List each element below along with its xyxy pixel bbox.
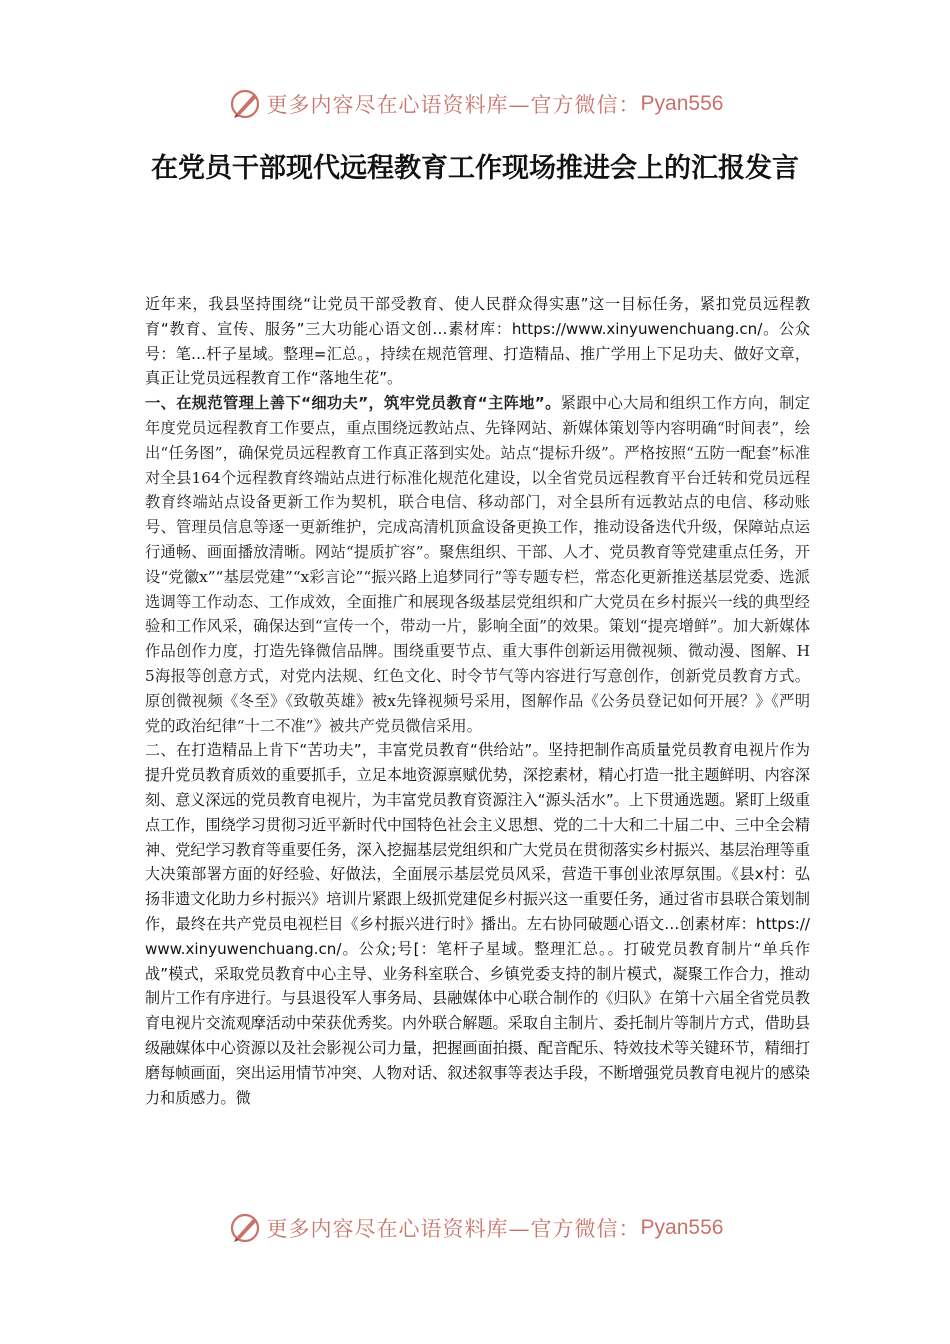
watermark-wechat-id: Pyan556: [640, 92, 724, 115]
watermark-banner-top: [0, 84, 950, 124]
watermark-banner-bottom: [0, 1208, 950, 1248]
pen-logo-icon: [227, 1210, 263, 1246]
intro-paragraph: 近年来，我县坚持围绕“让党员干部受教育、使人民群众得实惠”这一目标任务，紧扣党员远程教育“教育、宣传、服务”三大功能心语文创…素材库：https://www.xinyuwenchuang.cn/。公众号：笔…杆子星域。整理=汇总。，持续在规范管理、打造精品、推广学用上下足功夫、做好文章，真正让党员远程教育工作“落地生花”。: [145, 295, 810, 388]
section-1-paragraph: [145, 391, 810, 738]
document-body: [145, 292, 810, 1110]
watermark-text: 更多内容尽在心语资料库—官方微信：: [266, 1217, 641, 1241]
pen-logo-icon: [227, 86, 263, 122]
section-1-heading: 一、在规范管理上善下“细功夫”，筑牢党员教育“主阵地”。: [145, 394, 561, 413]
section-1-body: 紧跟中心大局和组织工作方向，制定年度党员远程教育工作要点，重点围绕远教站点、先锋网站、新媒体策划等内容明确“时间表”，绘出“任务图”，确保党员远程教育工作真正落到实处。站点“提标升级”。严格按照“五防一配套”标准对全县164个远程教育终端站点进行标准化规范化建设，以全省党员远程教育平台迁转和党员远程教育终端站点设备更新工作为契机，联合电信、移动部门，对全县所有远教站点的电信、移动账号、管理员信息等逐一更新维护，完成高清机顶盒设备更换工作，推动设备迭代升级，保障站点运行通畅、画面播放清晰。网站“提质扩容”。聚焦组织、干部、人才、党员教育等党建重点任务，开设“党徽x”“基层党建”“x彩言论”“振兴路上追梦同行”等专题专栏，常态化更新推送基层党委、选派选调等工作动态、工作成效，全面推广和展现各级基层党组织和广大党员在乡村振兴一线的典型经验和工作风采，确保达到“宣传一个，带动一片，影响全面”的效果。策划“提亮增鲜”。加大新媒体作品创作力度，打造先锋微信品牌。围绕重要节点、重大事件创新运用微视频、微动漫、图解、H5海报等创意方式，对党内法规、红色文化、时令节气等内容进行写意创作，创新党员教育方式。原创微视频《冬至》《致敬英雄》被x先锋视频号采用，图解作品《公务员登记如何开展？》《严明党的政治纪律“十二不准”》被共产党员微信采用。: [145, 394, 810, 735]
watermark-text: 更多内容尽在心语资料库—官方微信：: [266, 93, 641, 117]
section-2-paragraph: 二、在打造精品上肯下“苦功夫”，丰富党员教育“供给站”。坚持把制作高质量党员教育电视片作为提升党员教育质效的重要抓手，立足本地资源禀赋优势，深挖素材，精心打造一批主题鲜明、内容深刻、意义深远的党员教育电视片，为丰富党员教育资源注入“源头活水”。上下贯通选题。紧盯上级重点工作，围绕学习贯彻习近平新时代中国特色社会主义思想、党的二十大和二十届二中、三中全会精神、党纪学习教育等重要任务，深入挖掘基层党组织和广大党员在贯彻落实乡村振兴、基层治理等重大决策部署方面的好经验、好做法，全面展示基层党员风采，营造干事创业浓厚氛围。《县x村：弘扬非遗文化助力乡村振兴》培训片紧跟上级抓党建促乡村振兴这一重要任务，通过省市县联合策划制作，最终在共产党员电视栏目《乡村振兴进行时》播出。左右协同破题心语文…创素材库：https://www.xinyuwenchuang.cn/。公众;号[：笔杆子星域。整理汇总。。打破党员教育制片“单兵作战”模式，采取党员教育中心主导、业务科室联合、乡镇党委支持的制片模式，凝聚工作合力，推动制片工作有序进行。与县退役军人事务局、县融媒体中心联合制作的《归队》在第十六届全省党员教育电视片交流观摩活动中荣获优秀奖。内外联合解题。采取自主制片、委托制片等制片方式，借助县级融媒体中心资源以及社会影视公司力量，把握画面拍摄、配音配乐、特效技术等关键环节，精细打磨每帧画面，突出运用情节冲突、人物对话、叙述叙事等表达手段，不断增强党员教育电视片的感染力和质感力。微: [145, 741, 810, 1107]
document-title: 在党员干部现代远程教育工作现场推进会上的汇报发言: [151, 153, 799, 184]
watermark-wechat-id: Pyan556: [640, 1216, 724, 1239]
